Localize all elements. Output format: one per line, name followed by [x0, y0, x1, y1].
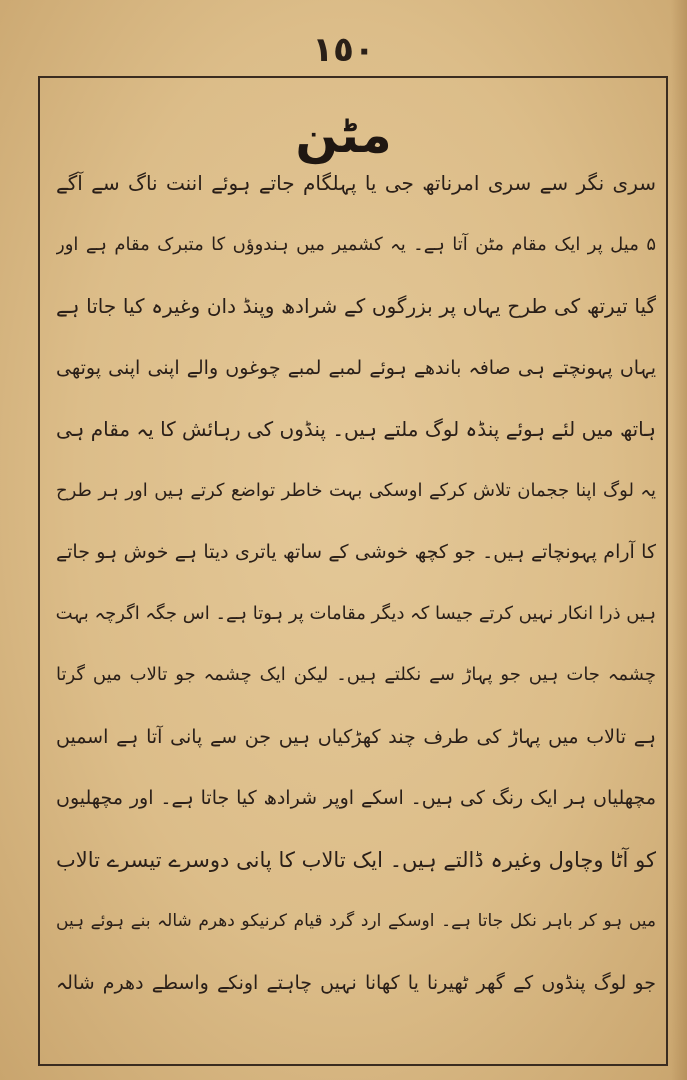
- text-line: ہاتھ میں لئے ہوئے پنڈہ لوگ ملتے ہیں۔ پنڈوں کی رہائش کا یہ مقام ہی: [56, 417, 656, 441]
- text-line: کا آرام پہونچاتے ہیں۔ جو کچھ خوشی کے ساتھ یاتری دیتا ہے خوش ہو جاتے: [56, 541, 656, 563]
- text-line: ہے تالاب میں پہاڑ کی طرف چند کھڑکیاں ہیں جن سے پانی آتا ہے اسمیں: [56, 725, 656, 748]
- page-edge-stain: [671, 0, 687, 1080]
- page-title: مٹن: [295, 106, 392, 164]
- text-line: میں ہو کر باہر نکل جاتا ہے۔ اوسکے ارد گرد قیام کرنیکو دھرم شالہ بنے ہوئے ہیں: [56, 911, 656, 931]
- text-line: یہاں پہونچتے ہی صافہ باندھے ہوئے لمبے لمبے چوغوں والے اپنی اپنی پوتھی: [56, 356, 656, 379]
- text-line: کو آٹا وچاول وغیرہ ڈالتے ہیں۔ ایک تالاب کا پانی دوسرے تیسرے تالاب: [56, 847, 656, 872]
- text-line: سری نگر سے سری امرناتھ جی یا پہلگام جاتے ہوئے اننت ناگ سے آگے: [56, 171, 656, 195]
- text-line: مچھلیاں ہر ایک رنگ کی ہیں۔ اسکے اوپر شرادھ کیا جاتا ہے۔ اور مچھلیوں: [56, 787, 656, 809]
- text-line: چشمہ جات ہیں جو پہاڑ سے نکلتے ہیں۔ لیکن ایک چشمہ جو تالاب میں گرتا: [56, 664, 656, 685]
- text-line: یہ لوگ اپنا ججمان تلاش کرکے اوسکی بہت خاطر تواضع کرتے ہیں اور ہر طرح: [56, 479, 656, 501]
- text-line: ۵ میل پر ایک مقام مٹن آتا ہے۔ یہ کشمیر میں ہندوؤں کا متبرک مقام ہے اور: [56, 233, 656, 255]
- text-line: ہیں ذرا انکار نہیں کرتے جیسا کہ دیگر مقامات پر ہوتا ہے۔ اس جگہ اگرچہ بہت: [56, 602, 656, 624]
- page-number: ١٥٠: [312, 30, 375, 70]
- text-line: جو لوگ پنڈوں کے گھر ٹھیرنا یا کھانا نہیں چاہتے اونکے واسطے دھرم شالہ: [56, 971, 656, 994]
- body-text: [56, 158, 656, 1019]
- text-line: گیا تیرتھ کی طرح یہاں پر بزرگوں کے شرادھ وپنڈ دان وغیرہ کیا جاتا ہے: [56, 294, 656, 318]
